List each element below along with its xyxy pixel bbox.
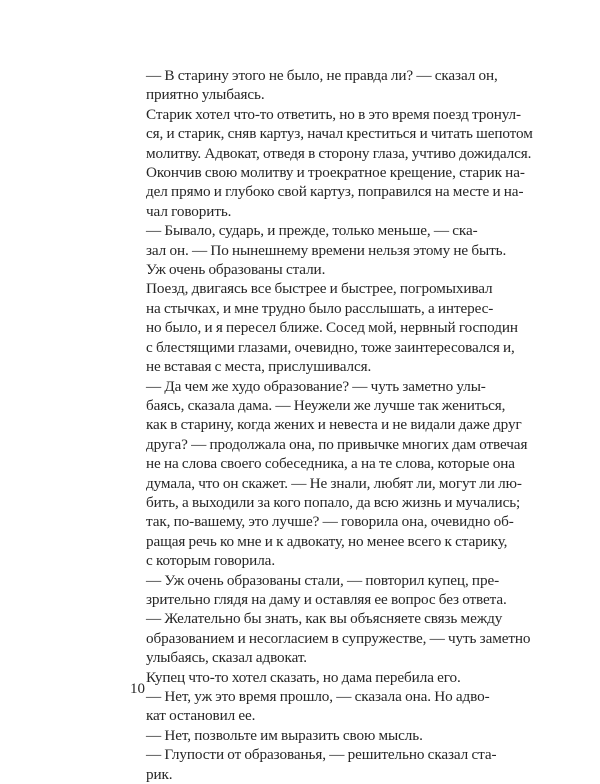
text-line: дел прямо и глубоко свой картуз, поправился на месте и на- [146, 183, 524, 201]
text-line: ся, и старик, сняв картуз, начал креститься и читать шепотом [146, 125, 533, 143]
text-line: образованием и несогласием в супружестве, — чуть заметно [146, 629, 531, 647]
body-text [130, 66, 533, 784]
paragraph [130, 279, 518, 376]
paragraph [130, 571, 507, 610]
text-line: не на слова своего собеседника, а на те слова, которые она [146, 455, 515, 473]
text-line: ращая речь ко мне и к адвокату, но менее всего к старику, [146, 532, 508, 550]
text-line: чал говорить. [146, 202, 232, 220]
text-line: бить, а выходили за кого попало, да всю жизнь и мучались; [146, 493, 521, 511]
text-line: — В старину этого не было, не правда ли? — сказал он, [146, 67, 498, 84]
paragraph [130, 221, 507, 279]
text-line: — Бывало, сударь, и прежде, только меньше, — ска- [146, 222, 478, 240]
text-line: Купец что-то хотел сказать, но дама перебила его. [146, 668, 461, 686]
text-line: Поезд, двигаясь все быстрее и быстрее, погромыхивал [146, 280, 493, 298]
text-line: рик. [146, 765, 173, 783]
text-line: — Нет, позвольте им выразить свою мысль. [146, 726, 423, 744]
text-line: улыбаясь, сказал адвокат. [146, 649, 307, 667]
text-line: — Желательно бы знать, как вы объясняете связь между [146, 610, 503, 628]
page-number: 10 [130, 681, 145, 697]
paragraph [130, 668, 476, 687]
text-line: с которым говорила. [146, 552, 276, 570]
text-line: не вставая с места, прислушивался. [146, 358, 372, 376]
text-line: Окончив свою молитву и троекратное крещение, старик на- [146, 164, 525, 182]
text-line: зрительно глядя на даму и оставляя ее вопрос без ответа. [146, 590, 507, 608]
text-line: — Нет, уж это время прошло, — сказала она. Но адво- [146, 688, 490, 705]
paragraph [130, 687, 490, 726]
text-line: зал он. — По нынешнему времени нельзя этому не быть. [146, 241, 507, 259]
text-line: думала, что он скажет. — Не знали, любят ли, могут ли лю- [146, 474, 522, 492]
text-line: баясь, сказала дама. — Неужели же лучше так жениться, [146, 396, 506, 414]
paragraph [130, 105, 533, 221]
text-line: молитву. Адвокат, отведя в сторону глаза, учтиво дожидался. [146, 144, 532, 162]
paragraph [130, 745, 497, 784]
text-line: так, по-вашему, это лучше? — говорила она, очевидно об- [146, 513, 514, 531]
text-line: но было, и я пересел ближе. Сосед мой, нервный господин [146, 319, 518, 337]
text-line: Старик хотел что-то ответить, но в это время поезд тронул- [146, 105, 521, 123]
paragraph [130, 377, 528, 571]
text-line: приятно улыбаясь. [146, 86, 265, 104]
text-line: на стычках, и мне трудно было расслышать, а интерес- [146, 299, 494, 317]
text-line: как в старину, когда жених и невеста и не видали даже друг [146, 416, 522, 434]
text-line: — Уж очень образованы стали, — повторил купец, пре- [146, 571, 500, 589]
text-line: — Да чем же худо образование? — чуть заметно улы- [146, 377, 486, 395]
text-line: Уж очень образованы стали. [146, 261, 326, 279]
paragraph [130, 609, 531, 667]
paragraph [130, 726, 476, 745]
text-line: с блестящими глазами, очевидно, тоже заинтересовался и, [146, 338, 515, 356]
paragraph [130, 66, 498, 105]
text-line: кат остановил ее. [146, 707, 256, 725]
text-line: — Глупости от образованья, — решительно сказал ста- [146, 746, 497, 764]
text-line: друга? — продолжала она, по привычке многих дам отвечая [146, 435, 528, 453]
